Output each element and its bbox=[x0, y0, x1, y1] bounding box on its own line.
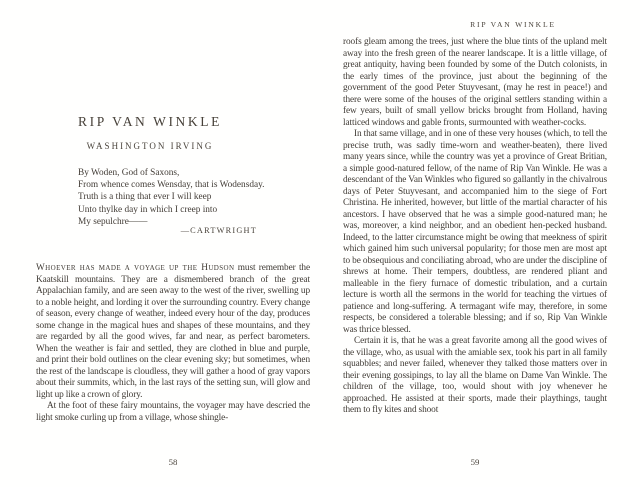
body-text-left bbox=[36, 263, 310, 424]
page-right bbox=[343, 0, 607, 487]
body-text-right bbox=[343, 37, 607, 417]
page-number-left: 58 bbox=[168, 457, 178, 467]
epigraph-line: My sepulchre—— bbox=[78, 216, 148, 227]
paragraph: Whoever has made a voyage up the Hudson must remember the Kaatskill mountains. They are a dismembered branch of the great Appalachian family, and are seen away to the west of the river, swelling up to a noble height, and lording it over the surrounding country. Every change of season, every change of weather, indeed every hour of the day, produces some change in the magical hues and shapes of these mountains, and they are regarded by all the good wives, far and near, as perfect barometers. When the weather is fair and settled, they are clothed in blue and purple, and print their bold outlines on the clear evening sky; but sometimes, when the rest of the landscape is cloudless, they will gather a hood of gray vapors about their summits, which, in the last rays of the setting sun, will glow and light up like a crown of glory. bbox=[36, 263, 310, 400]
epigraph bbox=[78, 167, 310, 228]
epigraph-attribution: —CARTWRIGHT bbox=[180, 226, 257, 235]
page-left bbox=[36, 0, 310, 487]
epigraph-line: By Woden, God of Saxons, bbox=[78, 168, 180, 178]
paragraph: Certain it is, that he was a great favorite among all the good wives of the village, who, as usual with the amiable sex, took his part in all family squabbles; and never failed, whenever they talked those matters over in their evening gossipings, to lay all the blame on Dame Van Winkle. The children of the village, too, would shout with joy whenever he approached. He assisted at their sports, made their playthings, taught them to fly kites and shoot bbox=[343, 336, 607, 415]
page-number-right: 59 bbox=[470, 457, 480, 467]
epigraph-line: Truth is a thing that ever I will keep bbox=[78, 192, 212, 203]
chapter-author: WASHINGTON IRVING bbox=[86, 141, 214, 151]
paragraph: roofs gleam among the trees, just where the blue tints of the upland melt away into the fresh green of the nearer landscape. It is a little village, of great antiquity, having been founded by some of the Dutch colonists, in the early times of the province, just about the beginning of the government of the good Peter Stuyvesant, (may he rest in peace!) and there were some of the houses of the original settlers standing within a few years, built of small yellow bricks brought from Holland, having latticed windows and gable fronts, surmounted with weather-cocks. bbox=[343, 37, 607, 128]
chapter-title: RIP VAN WINKLE bbox=[78, 114, 222, 129]
running-header: RIP VAN WINKLE bbox=[470, 20, 556, 29]
epigraph-line: From whence comes Wensday, that is Wodensday. bbox=[78, 180, 265, 191]
epigraph-line: Unto thylke day in which I creep into bbox=[78, 204, 218, 215]
paragraph: At the foot of these fairy mountains, the voyager may have descried the light smoke curling up from a village, whose shingle- bbox=[36, 401, 310, 423]
paragraph: In that same village, and in one of these very houses (which, to tell the precise truth, was sadly time-worn and weather-beaten), there lived many years since, while the country was yet a province of Great Britian, a simple good-natured fellow, of the name of Rip Van Winkle. He was a descendant of the Van Winkles who figured so gallantly in the chivalrous days of Peter Stuyvesant, and accompanied him to the siege of Fort Christina. He inherited, however, but little of the martial character of his ancestors. I have observed that he was a simple good-natured man; he was, moreover, a kind neighbor, and an obedient hen-pecked husband. Indeed, to the latter circumstance might be owing that meekness of spirit which gained him such universal popularity; for those men are most apt to be obsequious and conciliating abroad, who are under the discipline of shrews at home. Their tempers, doubtless, are rendered pliant and malleable in the fiery furnace of domestic tribulation, and a curtain lecture is worth all the sermons in the world for teaching the virtues of patience and long-suffering. A termagant wife may, therefore, in some respects, be considered a tolerable blessing; and if so, Rip Van Winkle was thrice blessed. bbox=[343, 129, 607, 335]
paragraph-lead-smallcaps: Whoever has made a voyage up the Hudson bbox=[36, 263, 235, 273]
